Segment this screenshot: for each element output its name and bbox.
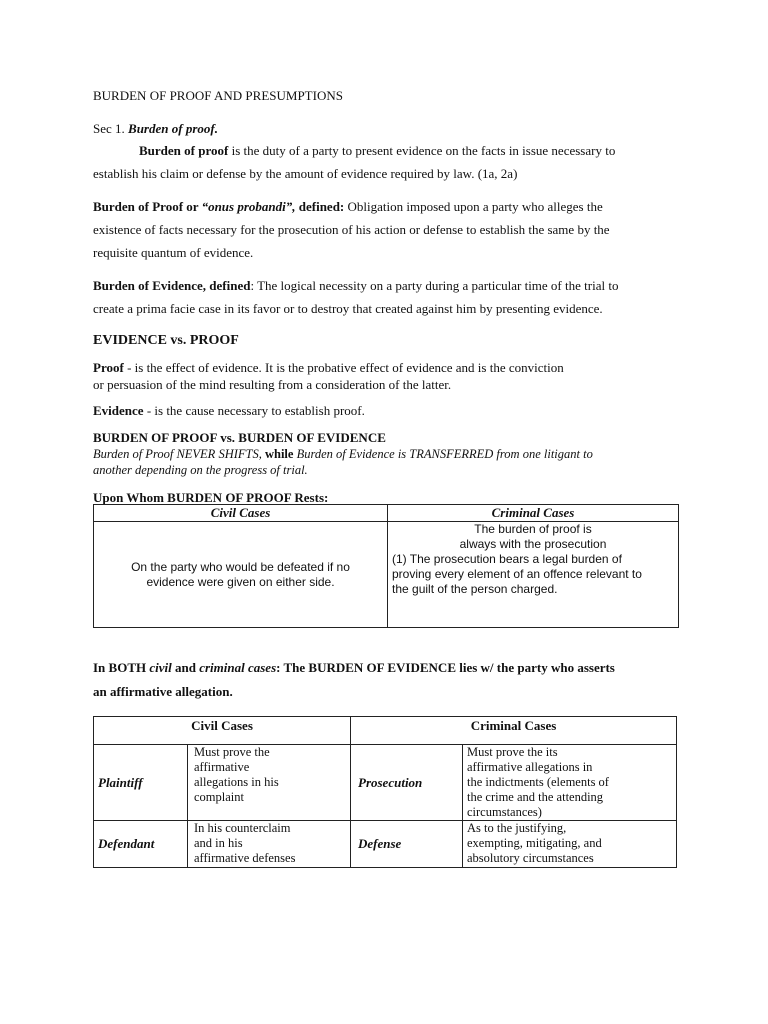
- page-title: BURDEN OF PROOF AND PRESUMPTIONS: [93, 88, 343, 103]
- prosecution-line5: circumstances): [467, 805, 542, 819]
- evidence-text: - is the cause necessary to establish proof.: [143, 403, 365, 418]
- section-title: Burden of proof.: [128, 121, 218, 136]
- para1-line1: is the duty of a party to present evidence on the facts in issue necessary to: [228, 143, 616, 158]
- section-heading: [93, 121, 218, 137]
- plaintiff-line2: affirmative: [194, 760, 250, 774]
- table1-col-civil: Civil Cases: [94, 505, 388, 522]
- para2-bold2: defined:: [295, 199, 345, 214]
- prosecution-line3: the indictments (elements of: [467, 775, 609, 789]
- proof-line1: - is the effect of evidence. It is the probative effect of evidence and is the conviction: [123, 360, 564, 375]
- burden-of-proof-definition: [139, 143, 615, 159]
- transferred-text: Burden of Evidence is TRANSFERRED from one litigant to: [296, 447, 593, 461]
- never-shifts-text: Burden of Proof NEVER SHIFTS,: [93, 447, 262, 461]
- term-proof: Proof: [93, 360, 124, 375]
- role-defendant: Defendant: [94, 821, 188, 868]
- table1-heading: Upon Whom BURDEN OF PROOF Rests:: [93, 490, 329, 505]
- evidence-definition: [93, 403, 365, 419]
- evidence-vs-proof-heading: EVIDENCE vs. PROOF: [93, 333, 239, 348]
- both-e: : The BURDEN OF EVIDENCE lies w/ the party who asserts: [276, 660, 615, 675]
- both-a: In BOTH: [93, 660, 150, 675]
- onus-probandi-definition: [93, 199, 603, 215]
- crim-line4: proving every element of an offence relevant to: [392, 567, 642, 581]
- defense-line2: exempting, mitigating, and: [467, 836, 602, 850]
- defendant-line3: affirmative defenses: [194, 851, 296, 865]
- crim-line5: the guilt of the person charged.: [392, 582, 558, 596]
- both-civil: civil: [149, 660, 172, 675]
- plaintiff-line4: complaint: [194, 790, 244, 804]
- civil-line1: On the party who would be defeated if no: [131, 559, 350, 574]
- crim-line1: The burden of proof is: [474, 522, 592, 536]
- civil-line2: evidence were given on either side.: [146, 574, 335, 589]
- table1-civil-cell: [94, 522, 388, 628]
- table2-col-civil: Civil Cases: [94, 717, 351, 745]
- burden-of-evidence-table: [93, 716, 677, 868]
- prosecution-line2: affirmative allegations in: [467, 760, 593, 774]
- table1-col-criminal: Criminal Cases: [388, 505, 679, 522]
- bp-vs-be-line1: [93, 446, 593, 462]
- defense-line3: absolutory circumstances: [467, 851, 594, 865]
- para2-italic: “onus probandi”,: [201, 199, 296, 214]
- defense-line1: As to the justifying,: [467, 821, 567, 835]
- table1-criminal-cell: [388, 522, 679, 628]
- burden-of-proof-table: [93, 504, 679, 628]
- table2-col-criminal: Criminal Cases: [351, 717, 677, 745]
- term-burden-of-proof: Burden of proof: [139, 143, 229, 158]
- role-prosecution: Prosecution: [351, 745, 463, 821]
- plaintiff-line3: allegations in his: [194, 775, 279, 789]
- para2-line2: existence of facts necessary for the prosecution of his action or defense to establish the same by the: [93, 222, 610, 237]
- para2-line1: Obligation imposed upon a party who alleges the: [344, 199, 603, 214]
- burden-of-evidence-definition: [93, 278, 618, 294]
- both-line2: an affirmative allegation.: [93, 684, 233, 699]
- prosecution-line1: Must prove the its: [467, 745, 558, 759]
- para2-line3: requisite quantum of evidence.: [93, 245, 254, 260]
- defendant-line2: and in his: [194, 836, 243, 850]
- bp-vs-be-heading: BURDEN OF PROOF vs. BURDEN OF EVIDENCE: [93, 430, 386, 445]
- while-text: while: [261, 447, 297, 461]
- para1-line2: establish his claim or defense by the amount of evidence required by law. (1a, 2a): [93, 166, 518, 181]
- defense-text: [463, 821, 677, 868]
- para2-bold1: Burden of Proof or: [93, 199, 202, 214]
- both-criminal: criminal cases: [199, 660, 277, 675]
- section-prefix: Sec 1.: [93, 121, 129, 136]
- role-plaintiff: Plaintiff: [94, 745, 188, 821]
- defendant-text: [188, 821, 351, 868]
- prosecution-text: [463, 745, 677, 821]
- plaintiff-text: [188, 745, 351, 821]
- term-burden-of-evidence: Burden of Evidence, defined: [93, 278, 251, 293]
- both-cases-statement: [93, 660, 615, 676]
- prosecution-line4: the crime and the attending: [467, 790, 604, 804]
- crim-line2: always with the prosecution: [459, 537, 607, 551]
- role-defense: Defense: [351, 821, 463, 868]
- proof-definition: [93, 360, 564, 376]
- plaintiff-line1: Must prove the: [194, 745, 270, 759]
- crim-line3: (1) The prosecution bears a legal burden of: [392, 552, 622, 566]
- term-evidence: Evidence: [93, 403, 144, 418]
- defendant-line1: In his counterclaim: [194, 821, 291, 835]
- proof-line2: or persuasion of the mind resulting from a consideration of the latter.: [93, 377, 452, 392]
- para3-line1: : The logical necessity on a party during a particular time of the trial to: [250, 278, 619, 293]
- both-c: and: [171, 660, 200, 675]
- para3-line2: create a prima facie case in its favor or to destroy that created against him by presenting evidence.: [93, 301, 603, 316]
- bp-vs-be-line2: another depending on the progress of trial.: [93, 463, 308, 477]
